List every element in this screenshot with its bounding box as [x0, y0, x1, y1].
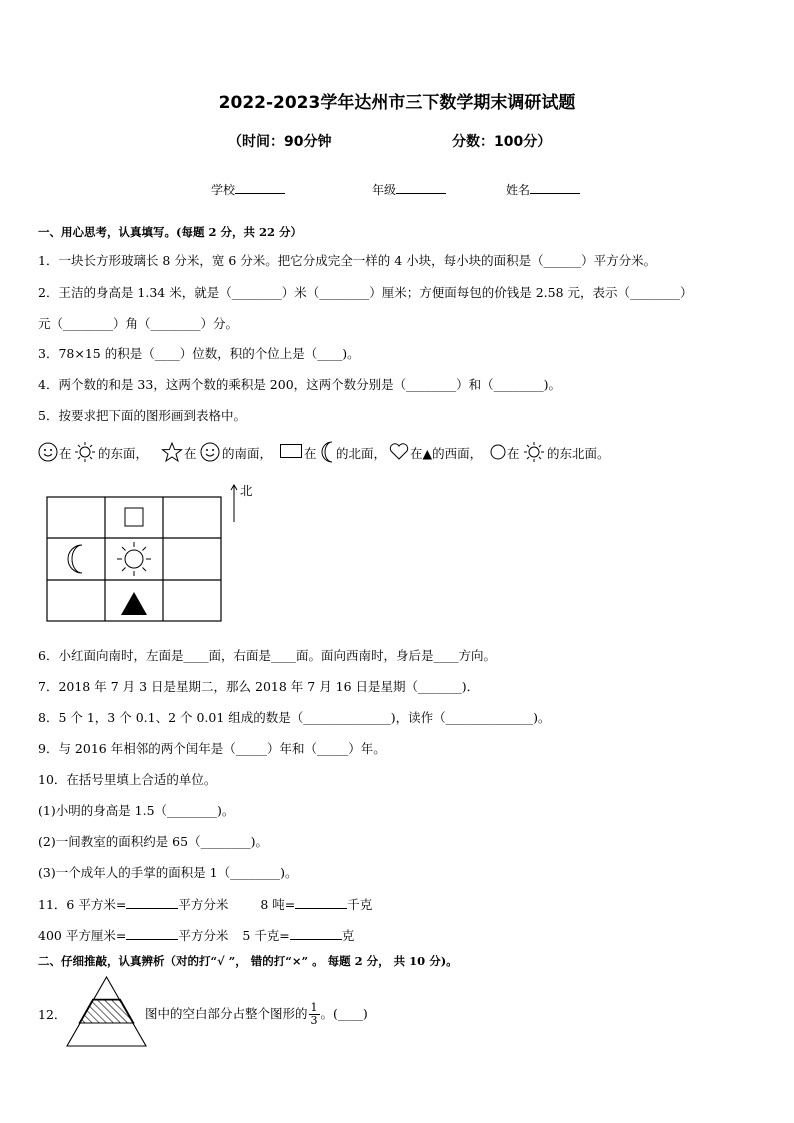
question-10-2: (2)一间教室的面积约是 65（________)。	[38, 834, 268, 849]
q11b-text-4: 克	[341, 928, 355, 943]
q5-text-6: 的北面，	[336, 446, 387, 461]
section-2-heading: 二、仔细推敲，认真辨析（对的打“√ ”， 错的打“×” 。 每题 2 分， 共 10 分)。	[38, 954, 458, 968]
school-label: 学校	[211, 183, 236, 197]
grade-label: 年级	[372, 183, 397, 197]
question-1: 1．一块长方形玻璃长 8 分米，宽 6 分米。把它分成完全一样的 4 小块，每小块的面积是（______）平方分米。	[38, 253, 657, 268]
q5-text-2: 的东面，	[98, 446, 149, 461]
star-icon	[161, 442, 183, 465]
striped-triangle-figure	[66, 976, 148, 1048]
question-10: 10．在括号里填上合适的单位。	[38, 772, 217, 787]
grid-triangle-icon	[121, 592, 147, 615]
q5-text-4: 的南面，	[222, 446, 273, 461]
q5-text-3: 在	[184, 446, 197, 461]
north-label: 北	[240, 483, 253, 498]
page-title: 2022-2023学年达州市三下数学期末调研试题	[218, 93, 576, 113]
grid-sun-icon	[117, 542, 151, 576]
question-9: 9．与 2016 年相邻的两个闰年是（_____）年和（_____）年。	[38, 741, 386, 756]
sun-icon	[74, 441, 96, 466]
grid-square-icon	[125, 508, 143, 526]
question-11-line-1	[38, 895, 372, 913]
moon-icon	[319, 441, 337, 466]
grade-field[interactable]	[372, 181, 446, 198]
question-5: 5．按要求把下面的图形画到表格中。	[38, 408, 246, 423]
q5-text-5: 在	[304, 446, 317, 461]
circle-icon	[490, 444, 506, 463]
exam-time: （时间：90分钟	[228, 134, 332, 150]
q5-text-9: 的东北面。	[547, 446, 610, 461]
smiley-icon	[38, 442, 58, 465]
name-label: 姓名	[506, 183, 531, 197]
q5-text-1: 在	[59, 446, 72, 461]
q12-text: 图中的空白部分占整个图形的	[145, 1006, 308, 1021]
fraction-numerator: 1	[310, 1001, 318, 1014]
question-12-number: 12．	[38, 1007, 67, 1022]
question-6: 6．小红面向南时，左面是____面，右面是____面。面向西南时，身后是____方向。	[38, 648, 496, 663]
question-4: 4．两个数的和是 33，这两个数的乘积是 200，这两个数分别是（________）和（________)。	[38, 377, 562, 392]
q5-text-7: 在▲的西面，	[410, 446, 483, 461]
exam-score: 分数：100分）	[452, 134, 552, 150]
name-field[interactable]	[506, 181, 580, 198]
q11b-text-1: 400 平方厘米=	[38, 928, 127, 943]
question-2-line-2: 元（________）角（________）分。	[38, 316, 239, 331]
sun-icon	[523, 441, 545, 466]
q5-text-8: 在	[507, 446, 520, 461]
question-2-line-1: 2．王洁的身高是 1.34 米，就是（________）米（________）厘米；方便面每包的价钱是 2.58 元，表示（________）	[38, 285, 693, 300]
question-10-1: (1)小明的身高是 1.5（________)。	[38, 803, 235, 818]
square-icon	[280, 444, 302, 461]
school-field[interactable]	[211, 181, 285, 198]
fraction	[309, 1002, 320, 1027]
question-11-line-2	[38, 926, 354, 944]
north-arrow-icon	[229, 484, 239, 524]
q11a-text-3: 8 吨=	[260, 897, 296, 912]
question-3: 3．78×15 的积是（____）位数，积的个位上是（____)。	[38, 346, 360, 361]
q11a-text-1: 11．6 平方米=	[38, 897, 127, 912]
question-10-3: (3)一个成年人的手掌的面积是 1（________)。	[38, 865, 298, 880]
q11a-text-2: 平方分米	[178, 897, 229, 912]
question-8: 8．5 个 1，3 个 0.1、2 个 0.01 组成的数是（______________)，读作（______________)。	[38, 710, 551, 725]
q11b-text-3: 5 千克=	[242, 928, 290, 943]
question-7: 7．2018 年 7 月 3 日是星期二，那么 2018 年 7 月 16 日是星期（_______)．	[38, 679, 480, 694]
q11a-text-4: 千克	[347, 897, 373, 912]
section-1-heading: 一、用心思考，认真填写。(每题 2 分，共 22 分）	[38, 225, 302, 239]
q11b-text-2: 平方分米	[178, 928, 229, 943]
heart-icon	[389, 442, 409, 463]
question-12	[145, 1000, 368, 1028]
fraction-denominator: 3	[310, 1014, 318, 1027]
direction-grid	[46, 496, 224, 624]
smiley-icon	[200, 442, 220, 465]
q12-end: 。(____)	[320, 1006, 368, 1021]
grid-moon-icon	[68, 545, 82, 573]
